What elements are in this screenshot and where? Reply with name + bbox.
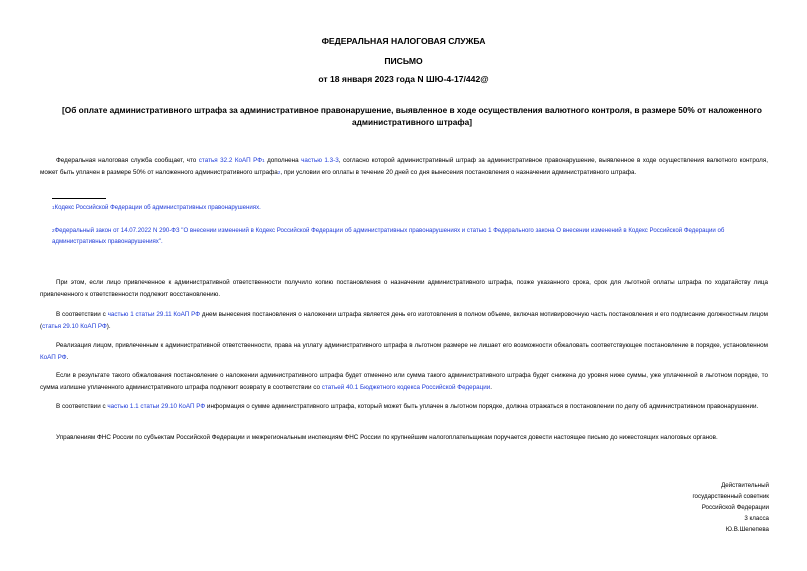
footnote-ref-1[interactable]: 1 <box>262 158 265 163</box>
doc-subject: [Об оплате административного штрафа за административное правонарушение, выявленное в ходе осуществления валютного контроля, в размере 50% от наложенного административного штрафа] <box>62 105 762 127</box>
p3-text-b: днем вынесения постановления о наложении штрафа является день его изготовления в полном объеме, включая мотивировочную часть постановления и его подписание должностным лицом ( <box>40 311 769 331</box>
p4-text-b: . <box>66 354 69 362</box>
link-article-29-11[interactable]: частью 1 статьи 29.11 КоАП РФ <box>107 311 200 318</box>
p6-text-b: информация о сумме административного штрафа, который может быть уплачен в льготном порядке, должна отражаться в постановлении по делу об административном правонарушении. <box>205 403 759 410</box>
p1-text-c: , согласно которой административный штраф за административное правонарушение, выявленное в ходе осуществления валютного контроля, может быть уплачен в размере 50% от наложенного административного штрафа <box>40 157 769 177</box>
doc-type: ПИСЬМО <box>384 56 423 66</box>
signature-line-4: 3 класса <box>744 515 769 522</box>
p1-text-b: дополнена <box>264 157 302 164</box>
signature-line-1: Действительный <box>721 482 769 489</box>
paragraph-4 <box>40 340 768 364</box>
p1-text-a: Федеральная налоговая служба сообщает, что <box>56 157 199 164</box>
footnote-divider <box>52 198 106 199</box>
link-article-29-10-part-1-1[interactable]: частью 1.1 статьи 29.10 КоАП РФ <box>107 403 206 410</box>
footnote-1[interactable] <box>52 202 770 213</box>
doc-date-number: от 18 января 2023 года N ШЮ-4-17/442@ <box>318 74 489 84</box>
link-article-29-10[interactable]: статья 29.10 КоАП РФ <box>42 323 107 331</box>
paragraph-5 <box>40 370 768 394</box>
p3-text-a: В соответствии с <box>56 311 108 318</box>
p5-text-b: . <box>490 384 493 392</box>
footnote-1-text: Кодекс Российской Федерации об административных правонарушениях. <box>54 204 261 211</box>
signature-block <box>609 480 769 535</box>
paragraph-7: Управлениям ФНС России по субъектам Российской Федерации и межрегиональным инспекциям ФНС России по крупнейшим налогоплательщикам поручается довести настоящее письмо до нижестоящих налоговых органов. <box>56 434 718 441</box>
link-part-1-3-3[interactable]: частью 1.3-3 <box>301 157 339 164</box>
footnote-1-mark: 1 <box>52 205 55 210</box>
paragraph-1 <box>40 155 768 179</box>
link-koap[interactable]: КоАП РФ <box>40 354 67 362</box>
footnote-2[interactable] <box>52 225 770 247</box>
agency-title: ФЕДЕРАЛЬНАЯ НАЛОГОВАЯ СЛУЖБА <box>321 36 486 46</box>
footnote-2-text: Федеральный закон от 14.07.2022 N 290-ФЗ "О внесении изменений в Кодекс Российской Федерации об административных правонарушениях и статью 1 Федерального закона О внесении изменений в Кодекс Российской Федерации об административных правонарушениях". <box>52 227 725 245</box>
p4-text-a: Реализация лицом, привлеченным к административной ответственности, права на уплату административного штрафа в льготном размере не лишает его возможности обжаловать соответствующее постановление в порядке, установленном <box>56 342 768 349</box>
link-budget-code-40-1[interactable]: статьей 40.1 Бюджетного кодекса Российской Федерации <box>321 384 491 392</box>
p5-text-a: Если в результате такого обжалования постановление о наложении административного штрафа будет отменено или сумма такого административного штрафа будет снижена до уровня ниже суммы, уже уплаченной в льготном порядке, то сумма излишне уплаченного административного штрафа подлежит возврату в соответствии со <box>40 372 768 392</box>
footnote-ref-2[interactable]: 2 <box>277 170 281 176</box>
p6-text-a: В соответствии с <box>56 403 108 410</box>
signature-line-2: государственный советник <box>692 493 769 500</box>
p3-text-c: ). <box>106 323 111 331</box>
footnote-2-mark: 2 <box>52 228 55 233</box>
paragraph-2: При этом, если лицо привлеченное к административной ответственности получило копию постановления о назначении административного штрафа, позже указанного срока, срок для льготной оплаты штрафа по ходатайству лица привлеченного к ответственности подлежит восстановлению. <box>40 279 768 299</box>
signature-line-3: Российской Федерации <box>701 504 769 511</box>
paragraph-3 <box>40 309 768 333</box>
p1-text-d: , при условии его оплаты в течение 20 дней со дня вынесения постановления о назначении административного штрафа. <box>280 169 637 177</box>
paragraph-6 <box>40 401 768 413</box>
link-article-32-2[interactable]: статья 32.2 КоАП РФ <box>198 157 263 164</box>
signer-name: Ю.В.Шелепева <box>725 526 769 533</box>
